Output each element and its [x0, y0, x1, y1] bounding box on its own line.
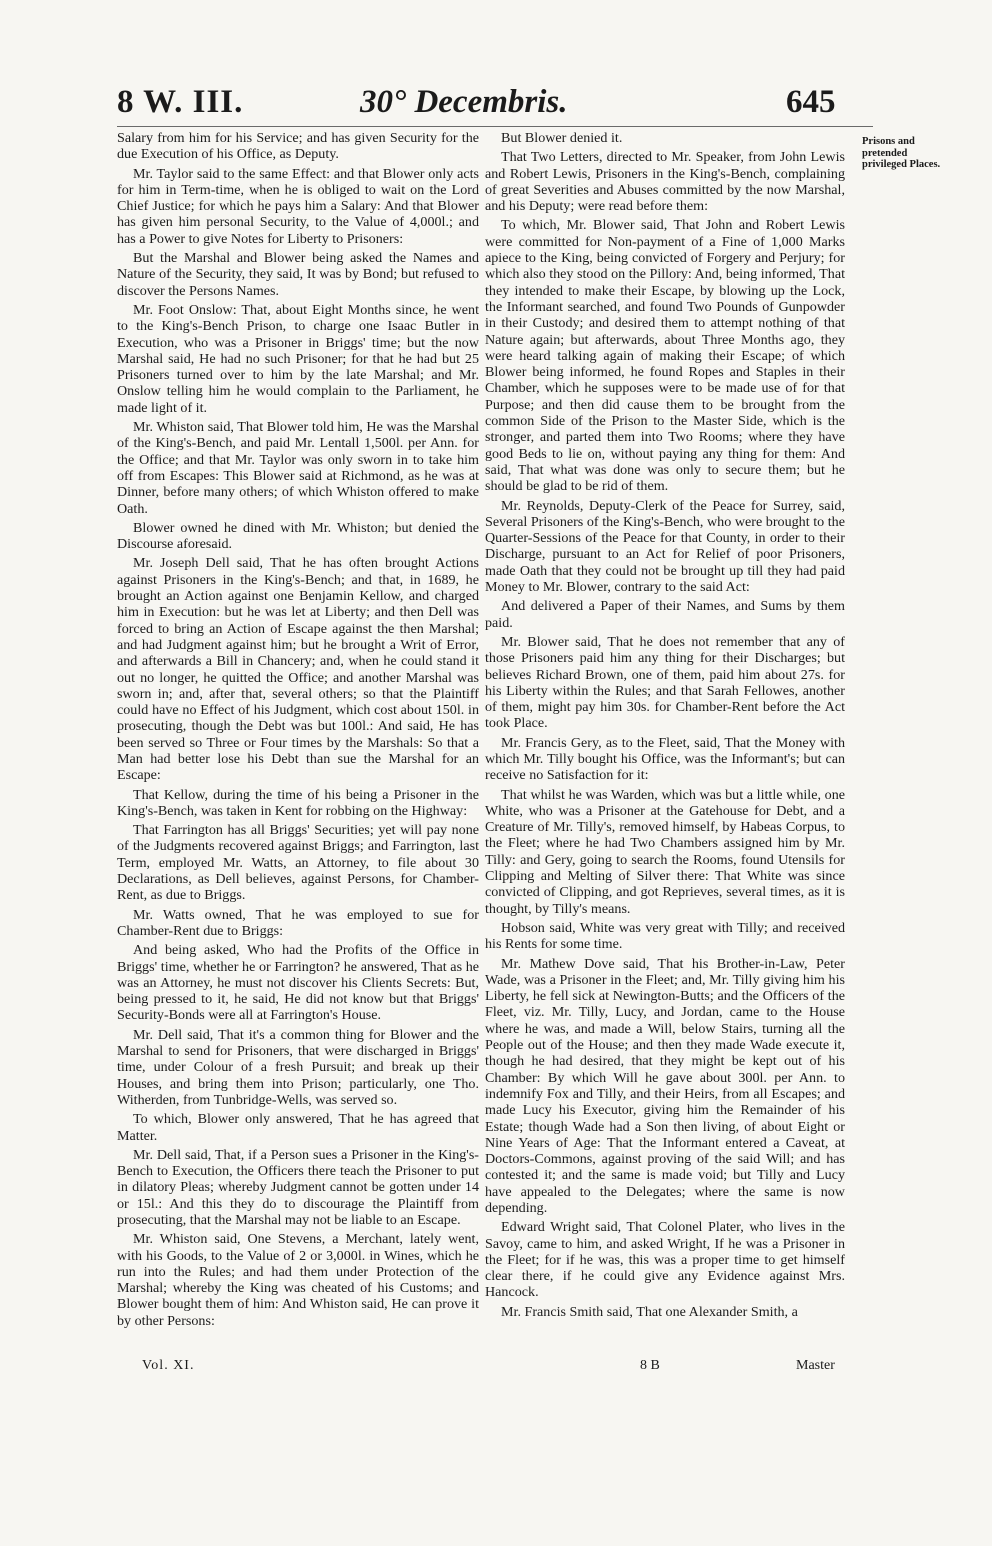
margin-note: Prisons and pretended privileged Places.	[862, 136, 941, 170]
paragraph: That Farrington has all Briggs' Securities; yet will pay none of the Judgments recovered against Briggs; and Farrington, last Term, employed Mr. Watts, an Attorney, to file about 30 Declarations, as Dell believes, against Persons, for Chamber-Rent, as due to Briggs.	[117, 822, 479, 904]
paragraph: To which, Mr. Blower said, That John and Robert Lewis were committed for Non-payment of a Fine of 1,000 Marks apiece to the King, being convicted of Forgery and Perjury; for which also they stood on the Pillory: And, being informed, That they intended to make their Escape, by blowing up the Lock, the Informant searched, and found Two Pounds of Gunpowder in their Custody; and desired them to attempt nothing of that Nature again; but afterwards, about Three Months ago, they were heard talking again of making their Escape; of which Blower being informed, he found Ropes and Staples in their Chamber, which he supposes were to be made use of for that Purpose; and then did cause them to be brought from the common Side of the Prison to the Master Side, which is the stronger, and parted them into Two Rooms; where they have good Beds to lie on, without paying any thing for them: And said, That what was done was only to secure them; but he should be glad to be rid of them.	[485, 217, 845, 495]
paragraph: Edward Wright said, That Colonel Plater, who lives in the Savoy, came to him, and asked Wright, If he was a Prisoner in the Fleet; for if he was, this was a proper time to get himself clear there, if he could give any Evidence against Mrs. Hancock.	[485, 1219, 845, 1301]
paragraph: Mr. Francis Gery, as to the Fleet, said, That the Money with which Mr. Tilly bought his Office, was the Informant's; but can receive no Satisfaction for it:	[485, 734, 845, 784]
paragraph: Mr. Joseph Dell said, That he has often brought Actions against Prisoners in the King's-Bench; and that, in 1689, he brought an Action against one Benjamin Kellow, and charged him in Execution: but he was let at Liberty; and then Dell was forced to bring an Action of Escape against the then Marshal; and had Judgment against him; but he brought a Writ of Error, and afterwards a Bill in Chancery; and, when he could stand it out no longer, he quitted the Office; and another Marshal was sworn in; and, after that, several others; so that the Plaintiff could have no Effect of his Judgment, which cost about 150l. in prosecuting, though the Debt was but 100l.: And said, He has been served so Three or Four times by the Marshals: So that a Man had better lose his Debt than sue the Marshal for an Escape:	[117, 555, 479, 784]
volume-label: Vol. XI.	[142, 1358, 195, 1373]
paragraph: Mr. Whiston said, One Stevens, a Merchant, lately went, with his Goods, to the Value of 2 or 3,000l. in Wines, which he run into the Rules; and had them under Protection of the Marshal; whereby the King was cheated of his Customs; and Blower bought them of him: And Whiston said, He can prove it by other Persons:	[117, 1231, 479, 1329]
paragraph: But Blower denied it.	[501, 130, 623, 146]
paragraph: Mr. Watts owned, That he was employed to sue for Chamber-Rent due to Briggs:	[117, 906, 479, 939]
right-column	[485, 130, 845, 1320]
date-heading: 30° Decembris.	[360, 84, 568, 120]
paragraph: Hobson said, White was very great with Tilly; and received his Rents for some time.	[485, 919, 845, 953]
paragraph: Salary from him for his Service; and has given Security for the due Execution of his Office, as Deputy.	[117, 130, 479, 163]
paragraph: Mr. Taylor said to the same Effect: and that Blower only acts for him in Term-time, when he is obliged to wait on the Lord Chief Justice; for which he pays him a Salary: And that Blower has given him personal Security, to the Value of 4,000l.; and has a Power to give Notes for Liberty to Prisoners:	[117, 165, 479, 247]
catchword: Master	[796, 1358, 835, 1373]
paragraph: Mr. Francis Smith said, That one Alexander Smith, a	[501, 1303, 798, 1320]
paragraph: And delivered a Paper of their Names, and Sums by them paid.	[485, 598, 845, 631]
left-column	[117, 130, 479, 1329]
paragraph: That whilst he was Warden, which was but a little while, one White, who was a Prisoner at the Gatehouse for Debt, and a Creature of Mr. Tilly's, removed himself, by Habeas Corpus, to the Fleet; where he had Two Chambers assigned him by Mr. Tilly: and Gery, going to search the Rooms, found Utensils for Clipping and Melting of Silver there: That White was since convicted of Clipping, and got Reprieves, several times, as it is thought, by Tilly's means.	[485, 786, 845, 917]
page-footer	[0, 1358, 992, 1378]
paragraph: That Two Letters, directed to Mr. Speaker, from John Lewis and Robert Lewis, Prisoners in the King's-Bench, complaining of great Severities and Abuses committed by the now Marshal, and his Deputy; were read before them:	[485, 149, 845, 215]
paragraph: Mr. Whiston said, That Blower told him, He was the Marshal of the King's-Bench, and paid Mr. Lentall 1,500l. per Ann. for the Office; and that Mr. Taylor was only sworn in to take him off from Escapes: This Blower said at Richmond, as he was at Dinner, before many others; of which Whiston offered to make Oath.	[117, 419, 479, 517]
paragraph: Mr. Dell said, That it's a common thing for Blower and the Marshal to send for Prisoners, that were discharged in Briggs' time, under Colour of a fresh Pursuit; and break up their Houses, and bring them into Prison; particularly, one Tho. Witherden, from Tunbridge-Wells, was served so.	[117, 1026, 479, 1108]
paragraph: But the Marshal and Blower being asked the Names and Nature of the Security, they said, It was by Bond; but refused to discover the Persons Names.	[117, 250, 479, 299]
paragraph: And being asked, Who had the Profits of the Office in Briggs' time, whether he or Farrington? he answered, That as he was an Attorney, he must not discover his Clients Secrets: But, being pressed to it, he said, He did not know but that Briggs' Security-Bonds were all at Farrington's House.	[117, 942, 479, 1024]
signature-mark: 8 B	[640, 1358, 660, 1373]
paragraph: Mr. Reynolds, Deputy-Clerk of the Peace for Surrey, said, Several Prisoners of the King's-Bench, who were brought to the Quarter-Sessions of the Peace for that County, in order to their Discharge, pursuant to an Act for Relief of poor Prisoners, made Oath that they could not be brought up till they had paid Money to Mr. Blower, contrary to the said Act:	[485, 497, 845, 596]
header-rule	[117, 126, 873, 127]
paragraph: Blower owned he dined with Mr. Whiston; but denied the Discourse aforesaid.	[117, 519, 479, 553]
paragraph: Mr. Foot Onslow: That, about Eight Months since, he went to the King's-Bench Prison, to charge one Isaac Butler in Execution, who was a Prisoner in Briggs' time; but the now Marshal said, He had no such Prisoner; for that he had but 25 Prisoners turned over to him by the late Marshal; and Mr. Onslow telling him he would complain to the Parliament, he made light of it.	[117, 301, 479, 416]
regnal-year: 8 W. III.	[117, 84, 244, 120]
paragraph: Mr. Dell said, That, if a Person sues a Prisoner in the King's-Bench to Execution, the Officers there teach the Prisoner to put in dilatory Pleas; whereby Judgment cannot be gotten under 14 or 15l.: And this they do to discourage the Plaintiff from prosecuting, that the Marshal may not be liable to an Escape.	[117, 1146, 479, 1228]
paragraph: Mr. Blower said, That he does not remember that any of those Prisoners paid him any thing for their Discharges; but believes Richard Brown, one of them, paid him about 27s. for his Liberty within the Rules; and that Sarah Fellowes, another of them, might pay him 30s. for Chamber-Rent before the Act took Place.	[485, 633, 845, 732]
paragraph: Mr. Mathew Dove said, That his Brother-in-Law, Peter Wade, was a Prisoner in the Fleet; and, Mr. Tilly giving him his Liberty, he fell sick at Newington-Butts; and the Officers of the Fleet, viz. Mr. Tilly, Lucy, and Jordan, came to the House where he was, and made a Will, below Stairs, turning all the People out of the House; and then they made Wade execute it, though he had desired, that they might be kept out of his Chamber: By which Will he gave about 300l. per Ann. to indemnify Fox and Tilly, and their Heirs, from all Escapes; and made Lucy his Executor, giving him the Remainder of his Estate; though Wade had a Son then living, of about Eight or Nine Years of Age: That the Informant entered a Caveat, at Doctors-Commons, against proving of the said Will; and has contested it; and the same is made void; but Tilly and Lucy have appealed to the Delegates; where the same is now depending.	[485, 955, 845, 1216]
paragraph: That Kellow, during the time of his being a Prisoner in the King's-Bench, was taken in Kent for robbing on the Highway:	[117, 786, 479, 819]
page-number: 645	[786, 84, 836, 120]
paragraph: To which, Blower only answered, That he has agreed that Matter.	[117, 1111, 479, 1144]
